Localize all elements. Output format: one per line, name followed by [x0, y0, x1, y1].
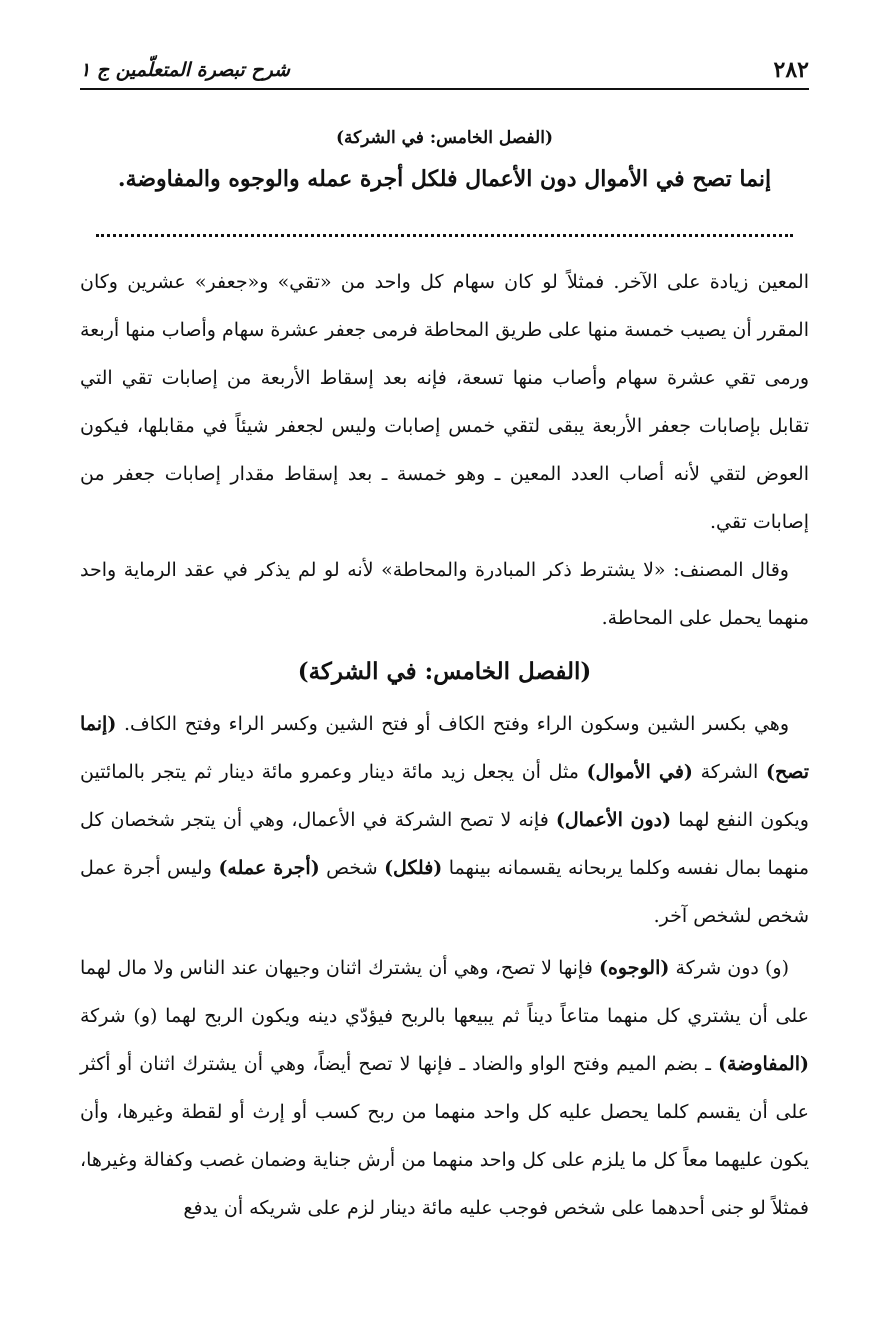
- quoted-matn-segment: (الوجوه): [598, 957, 670, 979]
- book-title: شرح تبصرة المتعلّمين ج ١: [80, 59, 290, 81]
- text-segment: فإنها لا تصح، وهي أن يشترك اثنان وجيهان عند الناس ولا مال لهما على أن يشتري كل منهما متاعاً ديناً ثم يبيعها بالربح فيؤدّي دينه ويكون الربح لهما (و) شركة: [80, 957, 809, 1027]
- quoted-matn-segment: (فلكل): [384, 857, 443, 879]
- quoted-matn-segment: (في الأموال): [586, 761, 693, 783]
- text-segment: مثل أن يجعل زيد مائة دينار وعمرو مائة دينار ثم يتجر بالمائتين ويكون النفع لهما: [80, 761, 809, 831]
- matn-text: إنما تصح في الأموال دون الأعمال فلكل أجرة عمله والوجوه والمفاوضة.: [117, 166, 772, 192]
- dotted-separator: [96, 234, 793, 237]
- text-segment: الشركة: [692, 761, 766, 783]
- quoted-matn-segment: (أجرة عمله): [218, 857, 320, 879]
- commentary-paragraph-1: المعين زيادة على الآخر. فمثلاً لو كان سهام كل واحد من «تقي» و«جعفر» عشرين وكان المقرر أن يصيب خمسة منها على طريق المحاطة فرمى جعفر عشرة سهام وأصاب منها أربعة ورمى تقي عشرة سهام وأصاب منها تسعة، فإنه بعد إسقاط الأربعة من إصابات تقي التي تقابل بإصابات جعفر الأربعة يبقى لتقي خمس إصابات وليس لجعفر شيئاً في مقابلها، فيكون العوض لتقي لأنه أصاب العدد المعين ـ وهو خمسة ـ بعد إسقاط مقدار إصابات جعفر من إصابات تقي.: [80, 271, 809, 533]
- running-header: [80, 52, 809, 90]
- text-segment: وليس أجرة عمل شخص لشخص آخر.: [80, 857, 809, 927]
- quoted-matn-segment: (المفاوضة): [718, 1053, 809, 1075]
- section-body: [80, 700, 809, 1236]
- quoted-matn-segment: (دون الأعمال): [555, 809, 672, 831]
- text-segment: فإنه لا تصح الشركة في الأعمال، وهي أن يتجر شخصان كل منهما بمال نفسه وكلما يربحانه يقسمانه بينهما: [80, 809, 809, 879]
- text-segment: وهي بكسر الشين وسكون الراء وفتح الكاف أو فتح الشين وكسر الراء وفتح الكاف.: [116, 713, 789, 735]
- commentary-block: [80, 258, 809, 642]
- commentary-paragraph-2: وقال المصنف: «لا يشترط ذكر المبادرة والمحاطة» لأنه لو لم يذكر في عقد الرماية واحد منهما يحمل على المحاطة.: [80, 559, 809, 629]
- section-paragraph-2: [80, 944, 809, 1232]
- section-title: (الفصل الخامس: في الشركة): [297, 658, 592, 685]
- text-segment: (و) دون شركة: [669, 957, 789, 979]
- section-paragraph-1: [80, 700, 809, 940]
- text-segment: شخص: [319, 857, 385, 879]
- quoted-matn-segment: (إنما تصح): [80, 713, 810, 783]
- text-segment: ـ بضم الميم وفتح الواو والضاد ـ فإنها لا تصح أيضاً، وهي أن يشترك اثنان أو أكثر على أن يقسم كلما يحصل عليه كل واحد منهما من ربح كسب أو إرث أو لقطة وغيرها، وأن يكون عليهما معاً كل ما يلزم على كل واحد منهما من أرش جناية وضمان غصب وكفالة وغيرها، فمثلاً لو جنى أحدهما على شخص فوجب عليه مائة دينار لزم على شريكه أن يدفع: [80, 1053, 809, 1219]
- page-number: ٢٨٢: [773, 57, 809, 83]
- matn-heading: (الفصل الخامس: في الشركة): [335, 128, 554, 148]
- matn-block: [80, 118, 809, 200]
